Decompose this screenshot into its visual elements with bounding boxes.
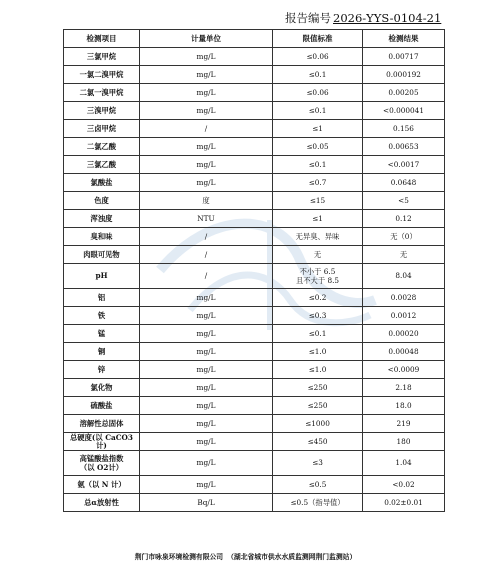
cell-item: 硫酸盐: [64, 397, 140, 415]
cell-result: 0.156: [363, 120, 445, 138]
table-row: [64, 361, 445, 379]
table-row: [64, 325, 445, 343]
cell-unit: /: [140, 246, 273, 264]
cell-unit: mg/L: [140, 451, 273, 476]
table-row: [64, 84, 445, 102]
cell-result: 0.0028: [363, 289, 445, 307]
cell-result: 0.12: [363, 210, 445, 228]
table-row: [64, 192, 445, 210]
cell-item: 三氯乙酸: [64, 156, 140, 174]
table-row: [64, 289, 445, 307]
cell-item: 溶解性总固体: [64, 415, 140, 433]
cell-unit: /: [140, 120, 273, 138]
cell-item-line-1: 高锰酸盐指数: [79, 454, 124, 463]
cell-result: 0.0648: [363, 174, 445, 192]
footer-company: 荆门市咏泉环境检测有限公司: [134, 553, 224, 561]
cell-limit: ≤250: [273, 379, 363, 397]
cell-limit-line-1: 不小于 6.5: [299, 267, 336, 276]
cell-item-line-2: （以 O2计）: [79, 463, 124, 472]
cell-limit: ≤0.1: [273, 66, 363, 84]
test-results-table: [63, 29, 445, 512]
cell-result: 0.0012: [363, 307, 445, 325]
cell-unit: mg/L: [140, 102, 273, 120]
cell-result: 0.00717: [363, 48, 445, 66]
table-row: [64, 379, 445, 397]
cell-limit: ≤0.3: [273, 307, 363, 325]
cell-item: 色度: [64, 192, 140, 210]
table-row: [64, 138, 445, 156]
cell-result: 0.02±0.01: [363, 494, 445, 512]
cell-item: [64, 451, 140, 476]
table-row: [64, 494, 445, 512]
cell-limit: ≤0.1: [273, 325, 363, 343]
report-number-value: 2026-YYS-0104-21: [333, 11, 442, 25]
cell-item: 臭和味: [64, 228, 140, 246]
table-row: [64, 397, 445, 415]
table-row: [64, 120, 445, 138]
table-row: [64, 433, 445, 451]
cell-limit: ≤0.1: [273, 156, 363, 174]
cell-item: 肉眼可见物: [64, 246, 140, 264]
cell-result: 无（0）: [363, 228, 445, 246]
cell-item: 铜: [64, 343, 140, 361]
table-row: [64, 451, 445, 476]
cell-item: 锰: [64, 325, 140, 343]
cell-result: 0.00020: [363, 325, 445, 343]
cell-item: 三溴甲烷: [64, 102, 140, 120]
cell-limit: ≤0.06: [273, 84, 363, 102]
cell-item: 锌: [64, 361, 140, 379]
cell-limit: ≤450: [273, 433, 363, 451]
cell-result: 0.00205: [363, 84, 445, 102]
footer: [0, 551, 491, 561]
cell-result: <5: [363, 192, 445, 210]
cell-limit: ≤250: [273, 397, 363, 415]
cell-limit: ≤0.7: [273, 174, 363, 192]
cell-unit: mg/L: [140, 156, 273, 174]
table-row: [64, 174, 445, 192]
cell-unit: 度: [140, 192, 273, 210]
cell-unit: mg/L: [140, 138, 273, 156]
cell-result: 0.00048: [363, 343, 445, 361]
cell-unit: mg/L: [140, 289, 273, 307]
cell-item: 铁: [64, 307, 140, 325]
cell-limit: ≤15: [273, 192, 363, 210]
table-header-row: [64, 30, 445, 48]
cell-unit: mg/L: [140, 415, 273, 433]
cell-result: 0.00653: [363, 138, 445, 156]
report-number-line: [285, 10, 441, 26]
table-row: [64, 307, 445, 325]
cell-limit: 无: [273, 246, 363, 264]
cell-result: 无: [363, 246, 445, 264]
cell-limit: ≤1000: [273, 415, 363, 433]
cell-result: 18.0: [363, 397, 445, 415]
cell-unit: NTU: [140, 210, 273, 228]
cell-result: <0.0009: [363, 361, 445, 379]
footer-station: （湖北省城市供水水质监测网荆门监测站）: [227, 553, 357, 561]
cell-unit: mg/L: [140, 174, 273, 192]
cell-unit: /: [140, 264, 273, 289]
cell-limit: ≤3: [273, 451, 363, 476]
col-header-item: 检测项目: [64, 30, 140, 48]
cell-limit-line-2: 且不大于 8.5: [295, 276, 340, 285]
cell-unit: /: [140, 228, 273, 246]
cell-result: 180: [363, 433, 445, 451]
table-row: [64, 48, 445, 66]
cell-unit: mg/L: [140, 84, 273, 102]
cell-unit: Bq/L: [140, 494, 273, 512]
cell-result: 1.04: [363, 451, 445, 476]
cell-limit: ≤0.5（指导值）: [273, 494, 363, 512]
cell-limit: ≤1.0: [273, 361, 363, 379]
cell-unit: mg/L: [140, 48, 273, 66]
col-header-result: 检测结果: [363, 30, 445, 48]
cell-unit: mg/L: [140, 325, 273, 343]
cell-unit: mg/L: [140, 66, 273, 84]
cell-item: 铝: [64, 289, 140, 307]
table-row: [64, 476, 445, 494]
cell-unit: mg/L: [140, 476, 273, 494]
cell-result: <0.000041: [363, 102, 445, 120]
cell-limit: ≤1: [273, 120, 363, 138]
table-row: [64, 343, 445, 361]
cell-unit: mg/L: [140, 433, 273, 451]
cell-result: 219: [363, 415, 445, 433]
cell-item: 氨（以 N 计）: [64, 476, 140, 494]
cell-result: 8.04: [363, 264, 445, 289]
cell-result: <0.02: [363, 476, 445, 494]
cell-limit: ≤0.5: [273, 476, 363, 494]
cell-item: 二氯乙酸: [64, 138, 140, 156]
table-row: [64, 264, 445, 289]
table-row: [64, 415, 445, 433]
cell-unit: mg/L: [140, 361, 273, 379]
cell-limit: [273, 264, 363, 289]
table-row: [64, 210, 445, 228]
col-header-limit: 限值标准: [273, 30, 363, 48]
cell-limit: ≤1: [273, 210, 363, 228]
report-number-label: 报告编号: [285, 11, 331, 25]
cell-limit: 无异臭、异味: [273, 228, 363, 246]
table-row: [64, 156, 445, 174]
cell-result: 0.000192: [363, 66, 445, 84]
cell-item: 总硬度(以 CaCO3 计): [64, 433, 140, 451]
col-header-unit: 计量单位: [140, 30, 273, 48]
cell-limit: ≤0.05: [273, 138, 363, 156]
cell-item: 三氯甲烷: [64, 48, 140, 66]
cell-item: 氯酸盐: [64, 174, 140, 192]
cell-item: 二氯一溴甲烷: [64, 84, 140, 102]
cell-item: pH: [64, 264, 140, 289]
table-row: [64, 228, 445, 246]
cell-item: 浑浊度: [64, 210, 140, 228]
cell-item: 氯化物: [64, 379, 140, 397]
cell-item: 总α放射性: [64, 494, 140, 512]
cell-limit: ≤0.1: [273, 102, 363, 120]
cell-unit: mg/L: [140, 397, 273, 415]
cell-item: 三卤甲烷: [64, 120, 140, 138]
cell-unit: mg/L: [140, 343, 273, 361]
table-row: [64, 66, 445, 84]
cell-limit: ≤0.06: [273, 48, 363, 66]
cell-limit: ≤0.2: [273, 289, 363, 307]
cell-limit: ≤1.0: [273, 343, 363, 361]
cell-item: 一氯二溴甲烷: [64, 66, 140, 84]
cell-result: <0.0017: [363, 156, 445, 174]
table-row: [64, 246, 445, 264]
cell-unit: mg/L: [140, 379, 273, 397]
table-row: [64, 102, 445, 120]
cell-result: 2.18: [363, 379, 445, 397]
cell-unit: mg/L: [140, 307, 273, 325]
